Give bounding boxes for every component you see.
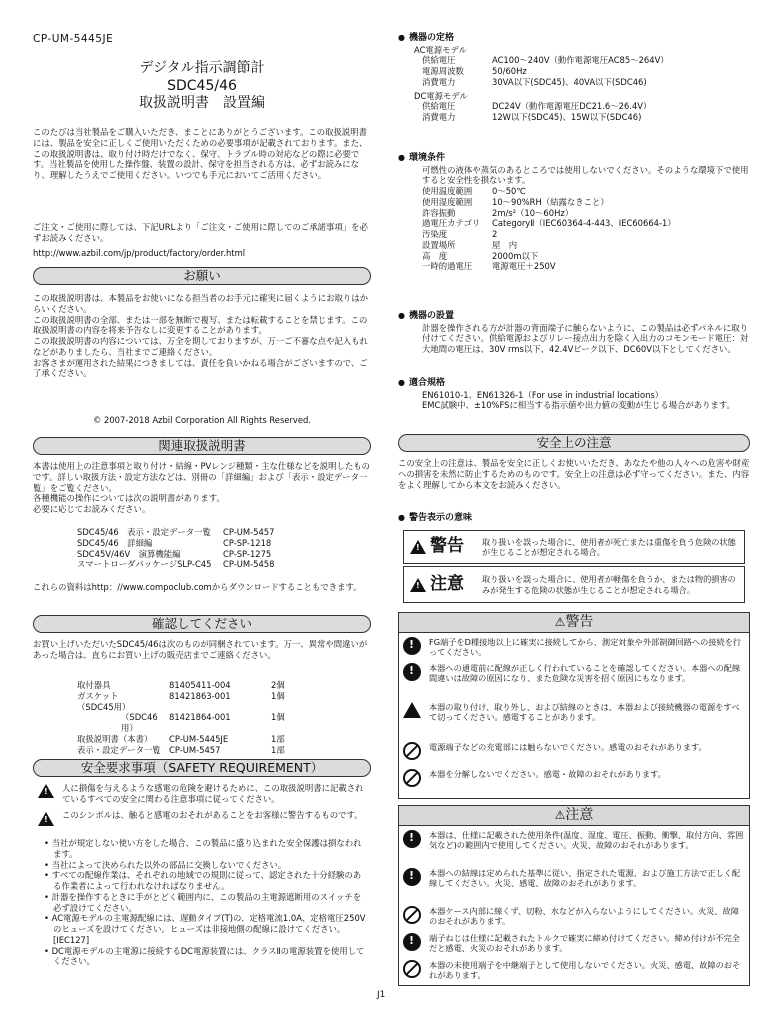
caution-label: 注意 <box>430 573 464 594</box>
page-number: J1 <box>377 990 386 1000</box>
table-row: 供給電圧 AC100～240V（動作電源電圧AC85～264V） <box>422 55 669 66</box>
related-download: これらの資料はhttp：//www.compoclub.comからダウンロードすることもできます。 <box>33 582 362 592</box>
copyright: © 2007-2018 Azbil Corporation All Rights Reserved. <box>92 415 311 425</box>
onegai-item: お客さまが運用された結果につきましては、責任を負いかねる場合がございますので、ご了承ください。 <box>33 357 368 379</box>
caution-sign-box <box>403 566 745 603</box>
safety-requirement-heading: 安全要求事項（SAFETY REQUIREMENT） <box>33 759 371 777</box>
table-row: 供給電圧 DC24V（動作電源電圧DC21.6～26.4V） <box>422 101 652 112</box>
list-item: スマートローダパッケージSLP-C45 CP-UM-5458 <box>77 559 275 570</box>
list-item: • 計器を操作するときに手がとどく範囲内に、この製品の主電源遮断用のスイッチを必ず設けてください。 <box>44 891 362 913</box>
table-row: 消費電力 30VA以下(SDC45)、40VA以下(SDC46) <box>422 76 647 87</box>
warning-item: 本器の取り付け、取り外し、および結線のときは、本器および接続機器の電源をすべて切ってください。感電することがあります。 <box>403 702 745 722</box>
environment-note: 可燃性の液体や蒸気のあるところでは使用しないでください。そのような環境下で使用すると安全性を損ないます。 <box>422 164 749 186</box>
table-row: 過電圧カテゴリ CategoryⅡ（IEC60364-4-443、IEC60664-1） <box>422 218 676 229</box>
check-heading: 確認してください <box>33 615 371 633</box>
list-item: • DC電源モデルの主電源に接続するDC電源装置には、クラスⅡの電源装置を使用してください。 <box>44 945 365 967</box>
dc-model-heading: DC電源モデル <box>414 90 468 101</box>
standards-heading: ● 適合規格 <box>398 378 750 390</box>
warning-icon <box>410 540 426 554</box>
table-row: 許容振動 2m/s²（10～60Hz） <box>422 207 574 218</box>
rating-section <box>398 33 750 123</box>
install-text: 計器を操作される方が計器の背面端子に触らないように、この製品は必ずパネルに取り付けてください。供給電源およびリレー接点出力を除く入出力のコモンモード電圧：対大地間の電圧は、30V rms以下、42.4Vピーク以下、DC60V以下としてください。 <box>422 322 749 355</box>
prohibition-icon <box>403 960 421 978</box>
onegai-heading: お願い <box>33 267 371 285</box>
caution-heading: ⚠注意 <box>398 805 750 826</box>
warning-item: 電源端子などの充電部には触らないでください。感電のおそれがあります。 <box>403 742 745 760</box>
table-row: （SDC46用） 81421864-001 1個 <box>121 712 285 733</box>
standards-line: EMC試験中、±10%FSに相当する指示値や出力値の変動が生じる場合があります。 <box>422 400 735 411</box>
ac-model-heading: AC電源モデル <box>414 44 467 55</box>
table-row: 表示・設定データ一覧 CP-UM-5457 1部 <box>77 744 285 755</box>
mandatory-icon <box>403 933 421 951</box>
warning-icon <box>38 784 54 798</box>
warning-icon: ⚠ <box>554 615 566 629</box>
no-disassemble-icon <box>403 769 421 787</box>
safety-requirement-text: 人に損傷を与えるような感電の危険を避けるために、この取扱説明書に記載されているすべての安全に関わる注意事項に従ってください。 <box>62 783 364 804</box>
list-item: SDC45V/46V 演算機能編 CP-SP-1275 <box>77 548 272 559</box>
table-row: 消費電力 12W以下(SDC45)、15W以下(SDC46) <box>422 112 642 123</box>
onegai-body <box>33 293 371 379</box>
caution-icon: ⚠ <box>554 808 566 822</box>
table-row: 使用温度範囲 0～50℃ <box>422 186 526 197</box>
table-row: 一時的過電圧 電源電圧＋250V <box>422 261 556 272</box>
standards-section <box>398 378 750 411</box>
title-line-1: デジタル指示調節計 <box>139 60 265 76</box>
title-line-3: 取扱説明書 設置編 <box>139 95 265 112</box>
caution-item: 本器ケース内部に線くず、切粉、水などが入らないようにしてください。火災、故障のおそれがあります。 <box>403 906 745 926</box>
warning-item: ! FG端子をD種接地以上に確実に接続してから、測定対象や外部制御回路への接続を行ってください。 <box>403 637 745 657</box>
mandatory-icon <box>403 868 421 886</box>
table-row: 電源周波数 50/60Hz <box>422 66 527 77</box>
related-intro-text: 本書は使用上の注意事項と取り付け・結線・PVレンジ種類・主な仕様などを説明したものです。詳しい取扱方法・設定方法などは、別冊の「詳細編」および「表示・設定データ一覧」をご覧ください。 <box>33 461 370 493</box>
warning-meaning: 取り扱いを誤った場合に、使用者が死亡または重傷を負う危険の状態が生じることが想定される場合。 <box>482 536 736 557</box>
caution-meaning: 取り扱いを誤った場合に、使用者が軽傷を負うか、または物的損害のみが発生する危険の状態が生じることが想定される場合。 <box>482 574 736 595</box>
list-item: • 当社によって決められた以外の部品に交換しないでください。 <box>44 859 287 870</box>
safety-symbol-text: このシンボルは、触ると感電のおそれがあることをお客様に警告するものです。 <box>62 810 363 820</box>
table-row: 取付器具 81405411-004 2個 <box>77 680 285 690</box>
caution-icon <box>410 578 426 592</box>
document-id: CP-UM-5445JE <box>33 33 114 45</box>
table-row: 設置場所 屋 内 <box>422 239 518 250</box>
install-section <box>398 311 750 355</box>
list-item: SDC45/46 表示・設定データ一覧 CP-UM-5457 <box>77 527 275 537</box>
onegai-item: この取扱説明書の全部、または一部を無断で複写、または転載することを禁じます。この取扱説明書の内容を将来予告なしに変更することがあります。 <box>33 314 368 336</box>
safety-bullets <box>44 838 366 967</box>
warning-item: ! 本器への通電前に配線が正しく行われていることを確認してください。本器への配線間違いは故障の原因になり、また危険な災害を招く原因にもなります。 <box>403 663 745 683</box>
mandatory-icon <box>403 830 421 848</box>
rating-heading: ● 機器の定格 <box>398 33 750 45</box>
install-heading: ● 機器の設置 <box>398 311 750 323</box>
environment-section <box>398 153 750 272</box>
check-intro: お買い上げいただいたSDC45/46は次のものが同梱されています。万一、異常や間違いがあった場合は、直ちにお買い上げの販売店までご連絡ください。 <box>33 639 368 660</box>
order-note: ご注文・ご使用に際しては、下記URLより「ご注文・ご使用に際してのご承諾事項」を必ずお読みください。 <box>33 222 368 243</box>
onegai-item: この取扱説明書は、本製品をお使いになる担当者のお手元に確実に届くようにお取りはからいください。 <box>33 293 368 314</box>
title-line-2: SDC45/46 <box>167 77 237 94</box>
shock-hazard-icon <box>38 812 54 826</box>
standards-line: EN61010-1、EN61326-1（For use in industrial locations） <box>422 389 664 400</box>
related-intro <box>33 461 371 515</box>
list-item: • AC電源モデルの主電源配線には、遅動タイプ(T)の、定格電流1.0A、定格電圧250Vのヒューズを設けてください。ヒューズは非接地側の配線に設けてください。[IEC127] <box>44 913 366 945</box>
related-intro-text: 必要に応じてお読みください。 <box>33 504 151 514</box>
mandatory-icon <box>403 663 421 681</box>
table-row: ガスケット（SDC45用） 81421863-001 1個 <box>77 690 285 712</box>
related-intro-text: 各種機能の操作については次の説明書があります。 <box>33 493 225 504</box>
onegai-item: この取扱説明書の内容については、万全を期しておりますが、万一ご不審な点や記入もれなどがありましたら、当社までご連絡ください。 <box>33 336 368 357</box>
document-title <box>33 60 371 113</box>
safety-precautions-intro: この安全上の注意は、製品を安全に正しくお使いいただき、あなたや他の人々への危害や財産への損害を未然に防止するためのものです。安全上の注意は必ず守ってください。また、内容をよく理解してから本文をお読みください。 <box>398 458 750 490</box>
package-contents <box>33 680 371 755</box>
table-row: 高 度 2000m以下 <box>422 250 539 261</box>
warning-sign-box <box>403 530 745 564</box>
list-item: • 当社が規定しない使い方をした場合、この製品に盛り込まれた安全保護は損なわれます。 <box>44 838 362 859</box>
environment-heading: ● 環境条件 <box>398 153 750 165</box>
prohibition-icon <box>403 906 421 924</box>
safety-precautions-heading: 安全上の注意 <box>398 434 750 452</box>
table-row: 取扱説明書（本書） CP-UM-5445JE 1部 <box>77 733 285 744</box>
sign-meaning-heading: ● 警告表示の意味 <box>398 513 750 525</box>
mandatory-icon <box>403 637 421 655</box>
shock-hazard-icon <box>403 702 421 718</box>
related-manual-list <box>33 527 371 570</box>
order-url[interactable]: http://www.azbil.com/jp/product/factory/order.html <box>33 248 246 258</box>
warning-item: 本器を分解しないでください。感電・故障のおそれがあります。 <box>403 769 745 787</box>
intro-paragraph: このたびは当社製品をご購入いただき、まことにありがとうございます。この取扱説明書には、製品を安全に正しくご使用いただくための必要事項が記載されております。また、この取扱説明書は、取り付け時だけでなく、保守、トラブル時の対応などの際に必要です。当社製品を使用した操作盤、装置の設計、保守を担当される方は、必ずお読みになり、理解したうえでご使用ください。いつでも手元においてご活用ください。 <box>33 127 368 180</box>
caution-item: ! 本器への結線は定められた基準に従い、指定された電源、および施工方法で正しく配線してください。火災、感電、故障のおそれがあります。 <box>403 868 745 888</box>
caution-item: ! 端子ねじは仕様に記載されたトルクで確実に締め付けてください。締め付けが不完全だと感電、火災のおそれがあります。 <box>403 933 745 953</box>
related-heading: 関連取扱説明書 <box>33 437 371 455</box>
caution-item: ! 本器は、仕様に記載された使用条件(温度、湿度、電圧、振動、衝撃、取付方向、雰囲気など)の範囲内で使用してください。火災、故障のおそれがあります。 <box>403 830 745 850</box>
warning-label: 警告 <box>430 536 464 557</box>
warning-heading: ⚠警告 <box>398 612 750 633</box>
table-row: 使用湿度範囲 10～90%RH（結露なきこと） <box>422 196 609 207</box>
list-item: • すべての配線作業は、それぞれの地域での規則に従って、認定された十分経験のある作業者によって行われなければなりません。 <box>44 870 362 891</box>
list-item: SDC45/46 詳細編 CP-SP-1218 <box>77 537 272 548</box>
caution-item: 本器の未使用端子を中継端子として使用しないでください。火災、感電、故障のおそれがあります。 <box>403 960 745 980</box>
table-row: 汚染度 2 <box>422 229 498 240</box>
no-touch-icon <box>403 742 421 760</box>
